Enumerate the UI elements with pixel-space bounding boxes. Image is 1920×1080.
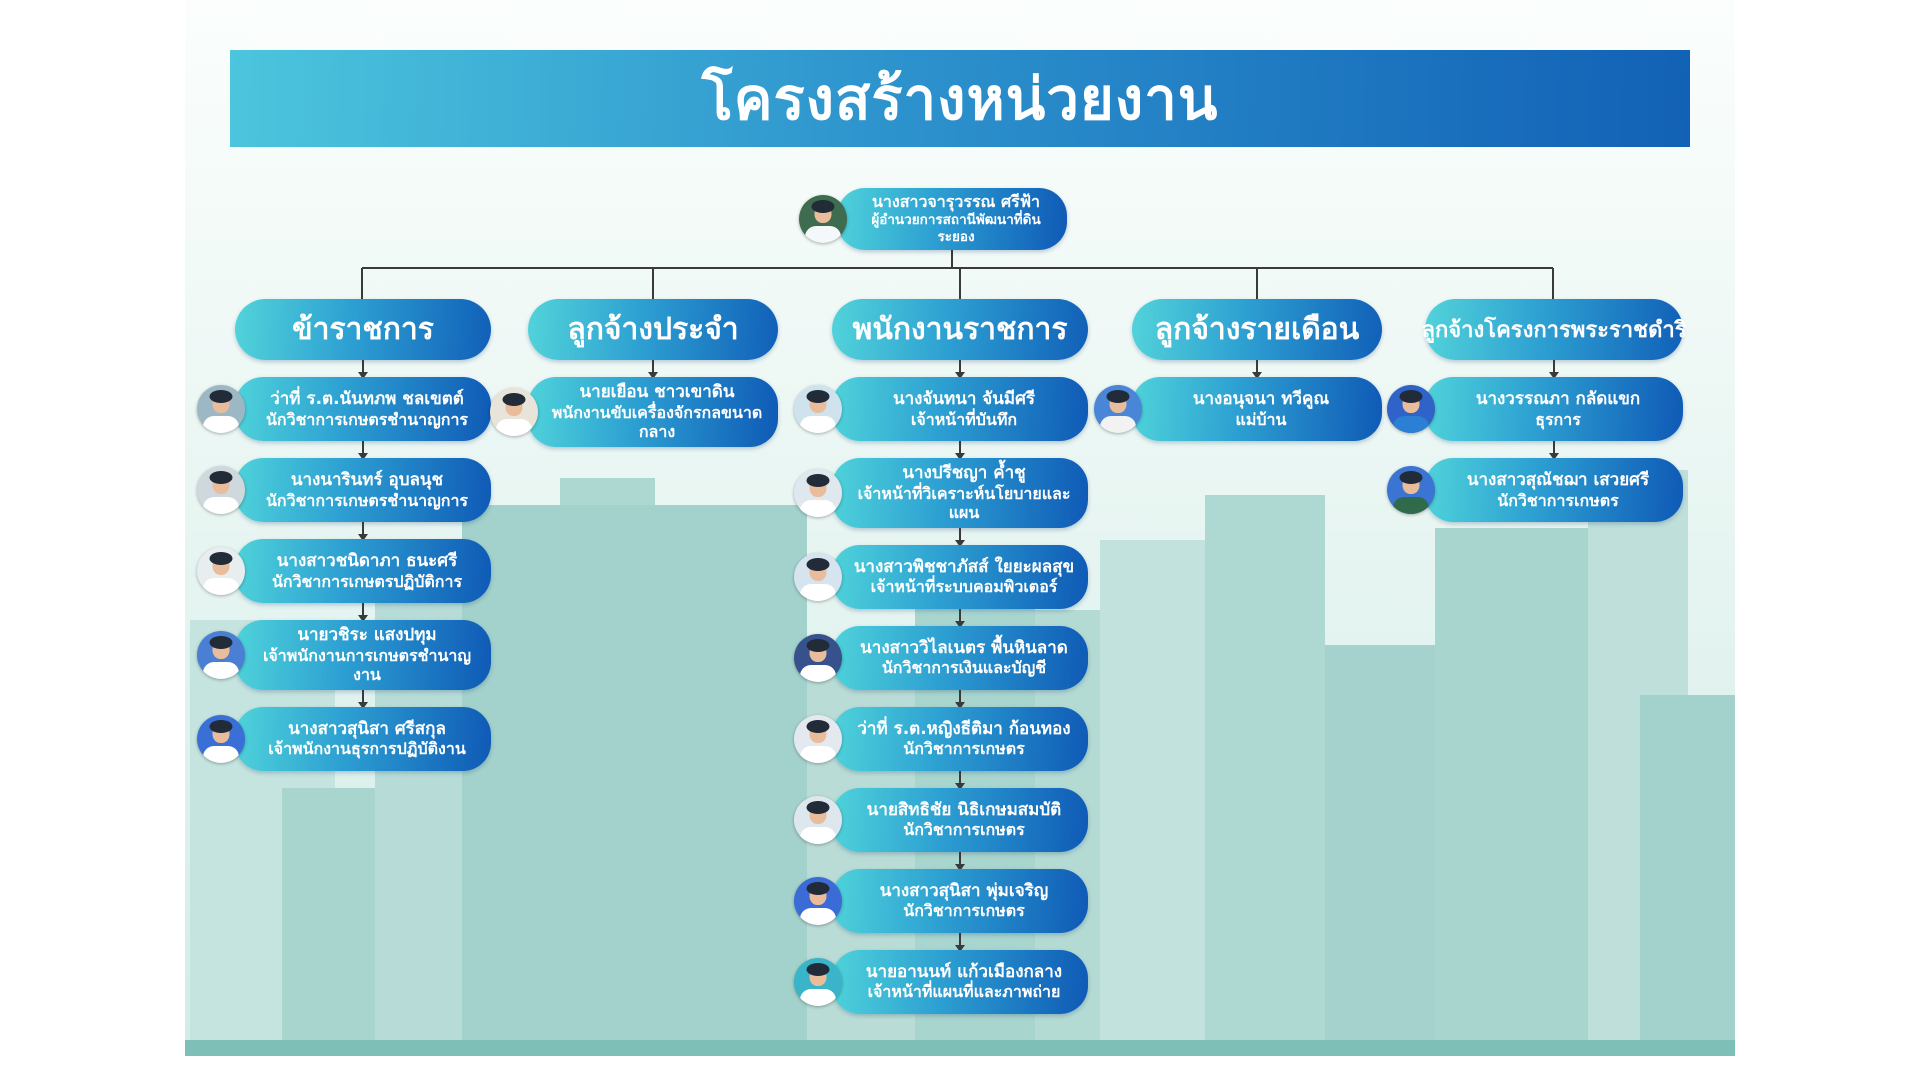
connector-arrow	[362, 522, 364, 539]
avatar-body	[496, 419, 532, 436]
column-header: พนักงานราชการ	[832, 299, 1088, 360]
avatar-head	[815, 204, 832, 223]
avatar-body	[203, 416, 239, 433]
member-card	[235, 707, 491, 771]
member-name: นายสิทธิชัย นิธิเกษมสมบัติ	[866, 799, 1062, 820]
member-role: นักวิชาการเกษตร	[903, 739, 1025, 759]
member-bubble	[832, 458, 1088, 528]
column-monthly-employees	[1132, 299, 1382, 441]
director-node	[837, 188, 1067, 250]
member-card	[1425, 458, 1683, 522]
member-bubble	[832, 545, 1088, 609]
member-card	[832, 707, 1088, 771]
director-bubble	[837, 188, 1067, 250]
member-photo	[794, 715, 842, 763]
column-permanent-employees	[528, 299, 778, 447]
member-name: นางอนุจนา ทวีคูณ	[1192, 388, 1330, 409]
member-bubble	[235, 707, 491, 771]
member-role: ธุรการ	[1535, 409, 1581, 429]
member-name: นางวรรณภา กลัดแขก	[1475, 388, 1641, 409]
avatar-head	[810, 886, 827, 905]
member-name: นางจันทนา จันมีศรี	[892, 388, 1036, 409]
director-photo	[799, 195, 847, 243]
building	[1325, 645, 1440, 1040]
page-title-banner	[230, 50, 1690, 147]
column-civil-servants	[235, 299, 491, 771]
building	[1435, 528, 1595, 1040]
avatar-head	[1403, 475, 1420, 494]
member-photo	[197, 631, 245, 679]
member-role: พนักงานขับเครื่องจักรกลขนาดกลาง	[551, 402, 763, 442]
connector-arrow	[959, 609, 961, 626]
member-photo	[794, 634, 842, 682]
connector-arrow	[362, 441, 364, 458]
member-photo	[794, 796, 842, 844]
avatar-body	[800, 416, 836, 433]
avatar-head	[213, 724, 230, 743]
avatar-body	[800, 827, 836, 844]
member-name: นางนารินทร์ อุบลนุช	[290, 469, 444, 490]
member-photo	[197, 466, 245, 514]
footer-accent-bar	[185, 1040, 1735, 1056]
connector-arrow	[1256, 360, 1258, 377]
connector-arrow	[362, 603, 364, 620]
avatar-body	[203, 746, 239, 763]
connector-arrow	[959, 852, 961, 869]
avatar-body	[800, 908, 836, 925]
member-role: เจ้าหน้าที่ระบบคอมพิวเตอร์	[870, 577, 1058, 597]
member-card	[832, 869, 1088, 933]
member-bubble	[832, 950, 1088, 1014]
avatar-body	[800, 665, 836, 682]
connector-arrow	[1553, 360, 1555, 377]
avatar-head	[810, 724, 827, 743]
member-role: นักวิชาการเกษตร	[903, 901, 1025, 921]
connector-arrow	[959, 528, 961, 545]
avatar-head	[506, 397, 523, 416]
member-role: แม่บ้าน	[1235, 409, 1287, 429]
member-photo	[794, 877, 842, 925]
member-card	[235, 458, 491, 522]
member-name: นางสาวสุณัชฌา เสวยศรี	[1466, 469, 1650, 490]
member-card	[832, 950, 1088, 1014]
connector-arrow	[959, 771, 961, 788]
avatar-body	[1100, 416, 1136, 433]
avatar-body	[800, 989, 836, 1006]
column-header: ลูกจ้างประจำ	[528, 299, 778, 360]
building	[1205, 495, 1325, 1040]
avatar-head	[810, 478, 827, 497]
member-card	[1132, 377, 1382, 441]
member-card	[832, 458, 1088, 528]
building	[462, 505, 807, 1040]
member-photo	[794, 469, 842, 517]
member-role: นักวิชาการเกษตร	[903, 820, 1025, 840]
member-bubble	[235, 620, 491, 690]
member-name: ว่าที่ ร.ต.หญิงธีติมา ก้อนทอง	[857, 718, 1071, 739]
member-photo	[794, 553, 842, 601]
avatar-head	[810, 394, 827, 413]
avatar-head	[213, 556, 230, 575]
member-card	[528, 377, 778, 447]
member-photo	[794, 385, 842, 433]
member-bubble	[832, 377, 1088, 441]
connector-arrow	[959, 933, 961, 950]
avatar-head	[810, 967, 827, 986]
avatar-head	[810, 805, 827, 824]
member-photo	[1387, 385, 1435, 433]
member-name: นายอานนท์ แก้วเมืองกลาง	[865, 961, 1063, 982]
avatar-head	[1403, 394, 1420, 413]
connector-arrow	[652, 360, 654, 377]
member-role: นักวิชาการเกษตรชำนาญการ	[265, 409, 469, 429]
member-role: นักวิชาการเกษตร	[1497, 490, 1619, 510]
building	[1640, 695, 1735, 1040]
member-bubble	[1425, 458, 1683, 522]
avatar-body	[805, 226, 841, 243]
avatar-body	[1393, 497, 1429, 514]
member-bubble	[832, 788, 1088, 852]
avatar-head	[1110, 394, 1127, 413]
member-photo	[197, 547, 245, 595]
member-bubble	[1132, 377, 1382, 441]
connector-arrow	[959, 441, 961, 458]
member-card	[235, 377, 491, 441]
member-card	[832, 377, 1088, 441]
avatar-body	[203, 497, 239, 514]
member-photo	[794, 958, 842, 1006]
member-bubble	[832, 626, 1088, 690]
avatar-body	[800, 500, 836, 517]
member-name: นางสาวชนิดาภา ธนะศรี	[276, 550, 458, 571]
director-role: ผู้อำนวยการสถานีพัฒนาที่ดินระยอง	[871, 212, 1041, 245]
member-photo	[1094, 385, 1142, 433]
column-header: ข้าราชการ	[235, 299, 491, 360]
member-card	[235, 620, 491, 690]
connector-arrow	[362, 360, 364, 377]
member-bubble	[832, 869, 1088, 933]
avatar-head	[213, 640, 230, 659]
page-title: โครงสร้างหน่วยงาน	[701, 65, 1219, 133]
member-name: นางสาวสุนิสา ศรีสกุล	[288, 718, 446, 739]
member-bubble	[235, 539, 491, 603]
member-role: นักวิชาการเกษตรปฏิบัติการ	[271, 571, 463, 591]
member-photo	[197, 715, 245, 763]
member-role: เจ้าหน้าที่บันทึก	[910, 409, 1018, 429]
member-role: เจ้าหน้าที่แผนที่และภาพถ่าย	[867, 982, 1061, 1002]
member-role: นักวิชาการเกษตรชำนาญการ	[265, 490, 469, 510]
connector-arrow	[959, 360, 961, 377]
building	[1100, 540, 1205, 1040]
member-card	[832, 626, 1088, 690]
member-role: เจ้าพนักงานการเกษตรชำนาญงาน	[262, 645, 472, 685]
column-header: ลูกจ้างโครงการพระราชดำริ	[1425, 299, 1683, 360]
member-bubble	[1425, 377, 1683, 441]
column-government-employees	[832, 299, 1088, 1014]
member-name: นางสาวพิชชาภัสส์ ใยยะผลสุข	[853, 556, 1075, 577]
column-header: ลูกจ้างรายเดือน	[1132, 299, 1382, 360]
member-name: นางสาววิไลเนตร พื้นหินลาด	[860, 637, 1068, 658]
member-name: นายเยือน ชาวเขาดิน	[579, 382, 735, 402]
avatar-body	[800, 584, 836, 601]
member-role: เจ้าพนักงานธุรการปฏิบัติงาน	[268, 739, 466, 759]
avatar-head	[810, 562, 827, 581]
member-bubble	[528, 377, 778, 447]
avatar-body	[1393, 416, 1429, 433]
member-photo	[1387, 466, 1435, 514]
member-bubble	[235, 377, 491, 441]
avatar-head	[213, 394, 230, 413]
connector-arrow	[959, 690, 961, 707]
member-role: นักวิชาการเงินและบัญชี	[881, 658, 1047, 678]
member-photo	[490, 388, 538, 436]
member-photo	[197, 385, 245, 433]
member-name: นายวชิระ แสงปทุม	[297, 625, 437, 645]
member-role: เจ้าหน้าที่วิเคราะห์นโยบายและแผน	[857, 483, 1071, 523]
member-name: นางปรีชญา ค้ำชู	[902, 463, 1026, 483]
avatar-body	[203, 662, 239, 679]
avatar-body	[203, 578, 239, 595]
column-royal-project-employees	[1421, 299, 1687, 522]
member-card	[235, 539, 491, 603]
avatar-head	[213, 475, 230, 494]
member-card	[832, 788, 1088, 852]
avatar-body	[800, 746, 836, 763]
director-name: นางสาวจารุวรรณ ศรีฟ้า	[871, 192, 1041, 211]
member-card	[1425, 377, 1683, 441]
member-card	[832, 545, 1088, 609]
avatar-head	[810, 643, 827, 662]
member-bubble	[235, 458, 491, 522]
connector-arrow	[1553, 441, 1555, 458]
member-bubble	[832, 707, 1088, 771]
member-name: ว่าที่ ร.ต.นันทภพ ชลเขตต์	[270, 388, 464, 409]
connector-arrow	[362, 690, 364, 707]
member-name: นางสาวสุนิสา พุ่มเจริญ	[879, 880, 1049, 901]
